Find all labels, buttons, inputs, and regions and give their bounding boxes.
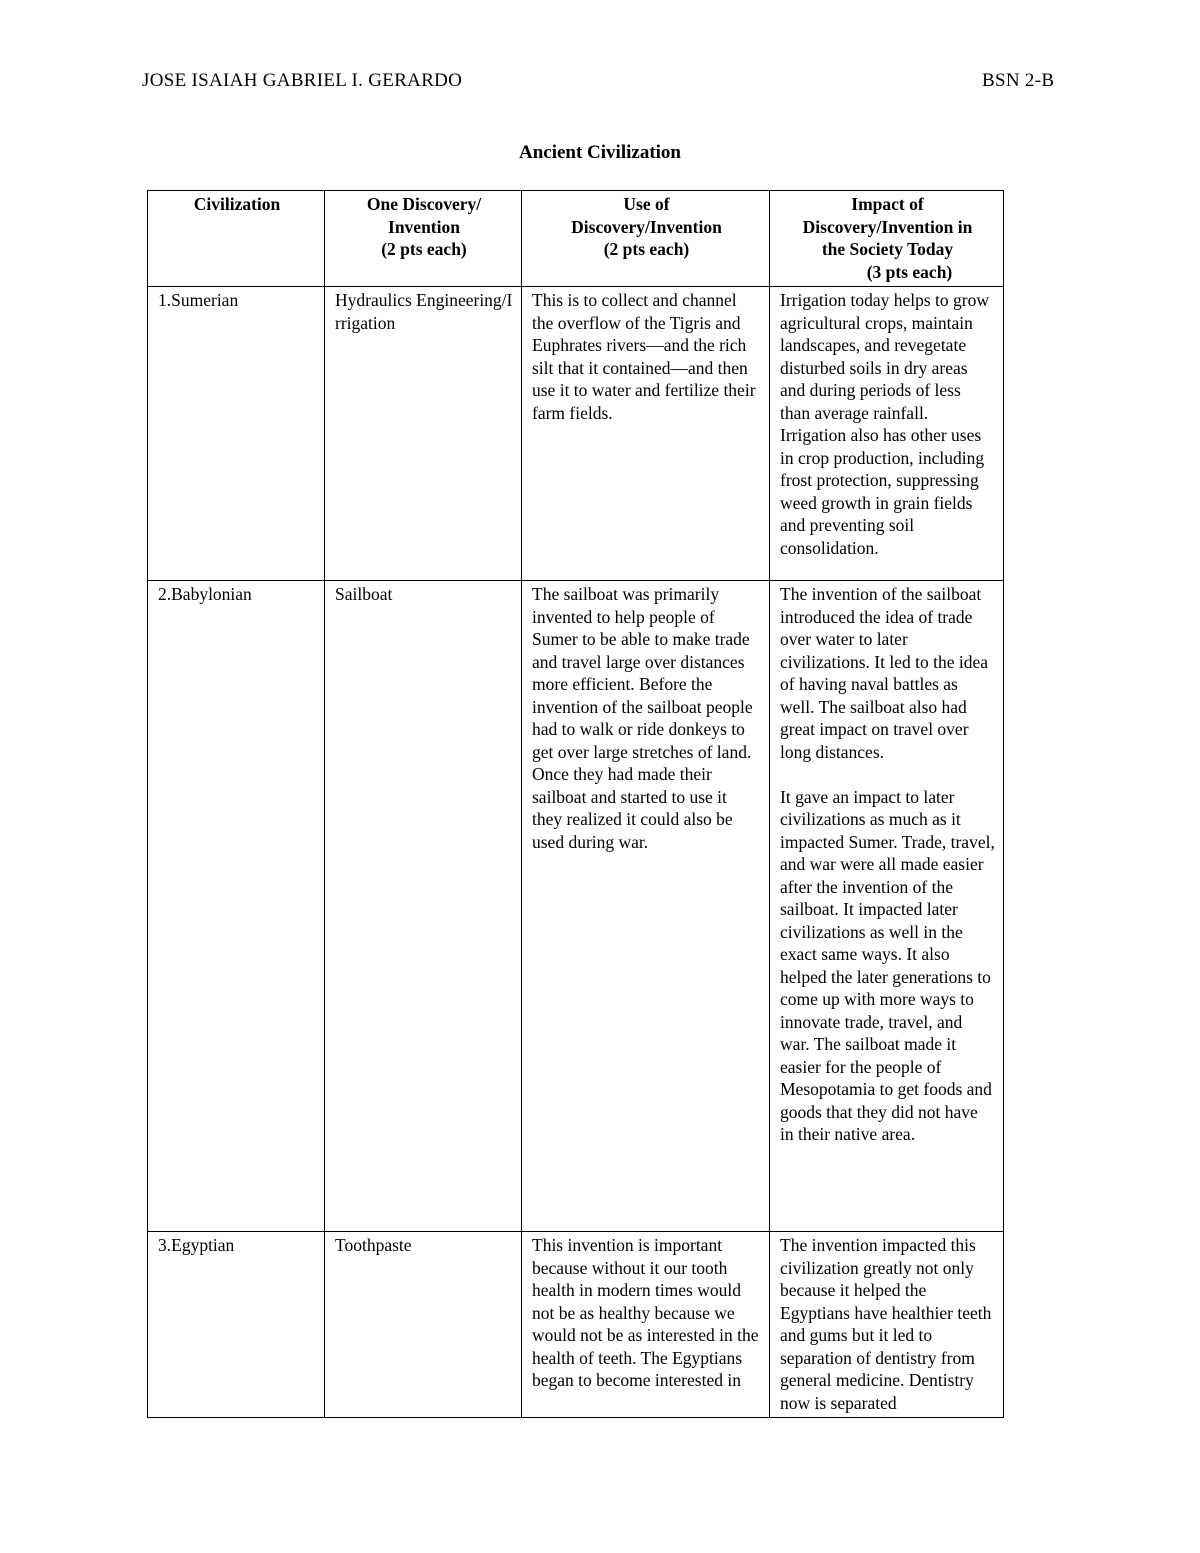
table-row — [148, 287, 1004, 581]
cell-discovery: Toothpaste — [325, 1232, 522, 1418]
cell-use: This is to collect and channel the overflow of the Tigris and Euphrates rivers—and the rich silt that it contained—and then use it to water and fertilize their farm fields. — [522, 287, 770, 581]
table-row — [148, 1232, 1004, 1418]
header-discovery: One Discovery/ Invention (2 pts each) — [325, 191, 522, 287]
impact-paragraph: The invention of the sailboat introduced the idea of trade over water to later civilizations. It led to the idea of having naval battles as well. The sailboat also had great impact on travel over long distances. — [780, 584, 988, 762]
civilization-table — [147, 190, 1004, 1418]
impact-paragraph: It gave an impact to later civilizations as much as it impacted Sumer. Trade, travel, and war were all made easier after the invention of the sailboat. It impacted later civilizations as well in the exact same ways. It also helped the later generations to come up with more ways to innovate trade, travel, and war. The sailboat made it easier for the people of Mesopotamia to get foods and goods that they did not have in their native area. — [780, 786, 995, 1144]
cell-civilization: 3.Egyptian — [148, 1232, 325, 1418]
table-row — [148, 581, 1004, 1232]
header-civilization: Civilization — [148, 191, 325, 287]
document-title: Ancient Civilization — [518, 142, 682, 163]
cell-discovery: Hydraulics Engineering/Irrigation — [325, 287, 522, 581]
cell-civilization: 1.Sumerian — [148, 287, 325, 581]
cell-use: This invention is important because without it our tooth health in modern times would not be as healthy because we would not be as interested in the health of teeth. The Egyptians began to become interested in — [522, 1232, 770, 1418]
cell-impact: The invention impacted this civilization greatly not only because it helped the Egyptians have healthier teeth and gums but it led to separation of dentistry from general medicine. Dentistry now is separated — [770, 1232, 1004, 1418]
header-use: Use of Discovery/Invention (2 pts each) — [522, 191, 770, 287]
cell-use: The sailboat was primarily invented to help people of Sumer to be able to make trade and travel large over distances more efficient. Before the invention of the sailboat people had to walk or ride donkeys to get over large stretches of land. Once they had made their sailboat and started to use it they realized it could also be used during war. — [522, 581, 770, 1232]
cell-discovery: Sailboat — [325, 581, 522, 1232]
cell-civilization: 2.Babylonian — [148, 581, 325, 1232]
cell-impact — [770, 581, 1004, 1232]
header-impact: Impact of Discovery/Invention in the Society Today (3 pts each) — [770, 191, 1004, 287]
class-section: BSN 2-B — [982, 70, 1055, 91]
author-name: JOSE ISAIAH GABRIEL I. GERARDO — [142, 70, 463, 91]
table-header-row — [148, 191, 1004, 287]
cell-impact: Irrigation today helps to grow agricultural crops, maintain landscapes, and revegetate disturbed soils in dry areas and during periods of less than average rainfall. Irrigation also has other uses in crop production, including frost protection, suppressing weed growth in grain fields and preventing soil consolidation. — [770, 287, 1004, 581]
